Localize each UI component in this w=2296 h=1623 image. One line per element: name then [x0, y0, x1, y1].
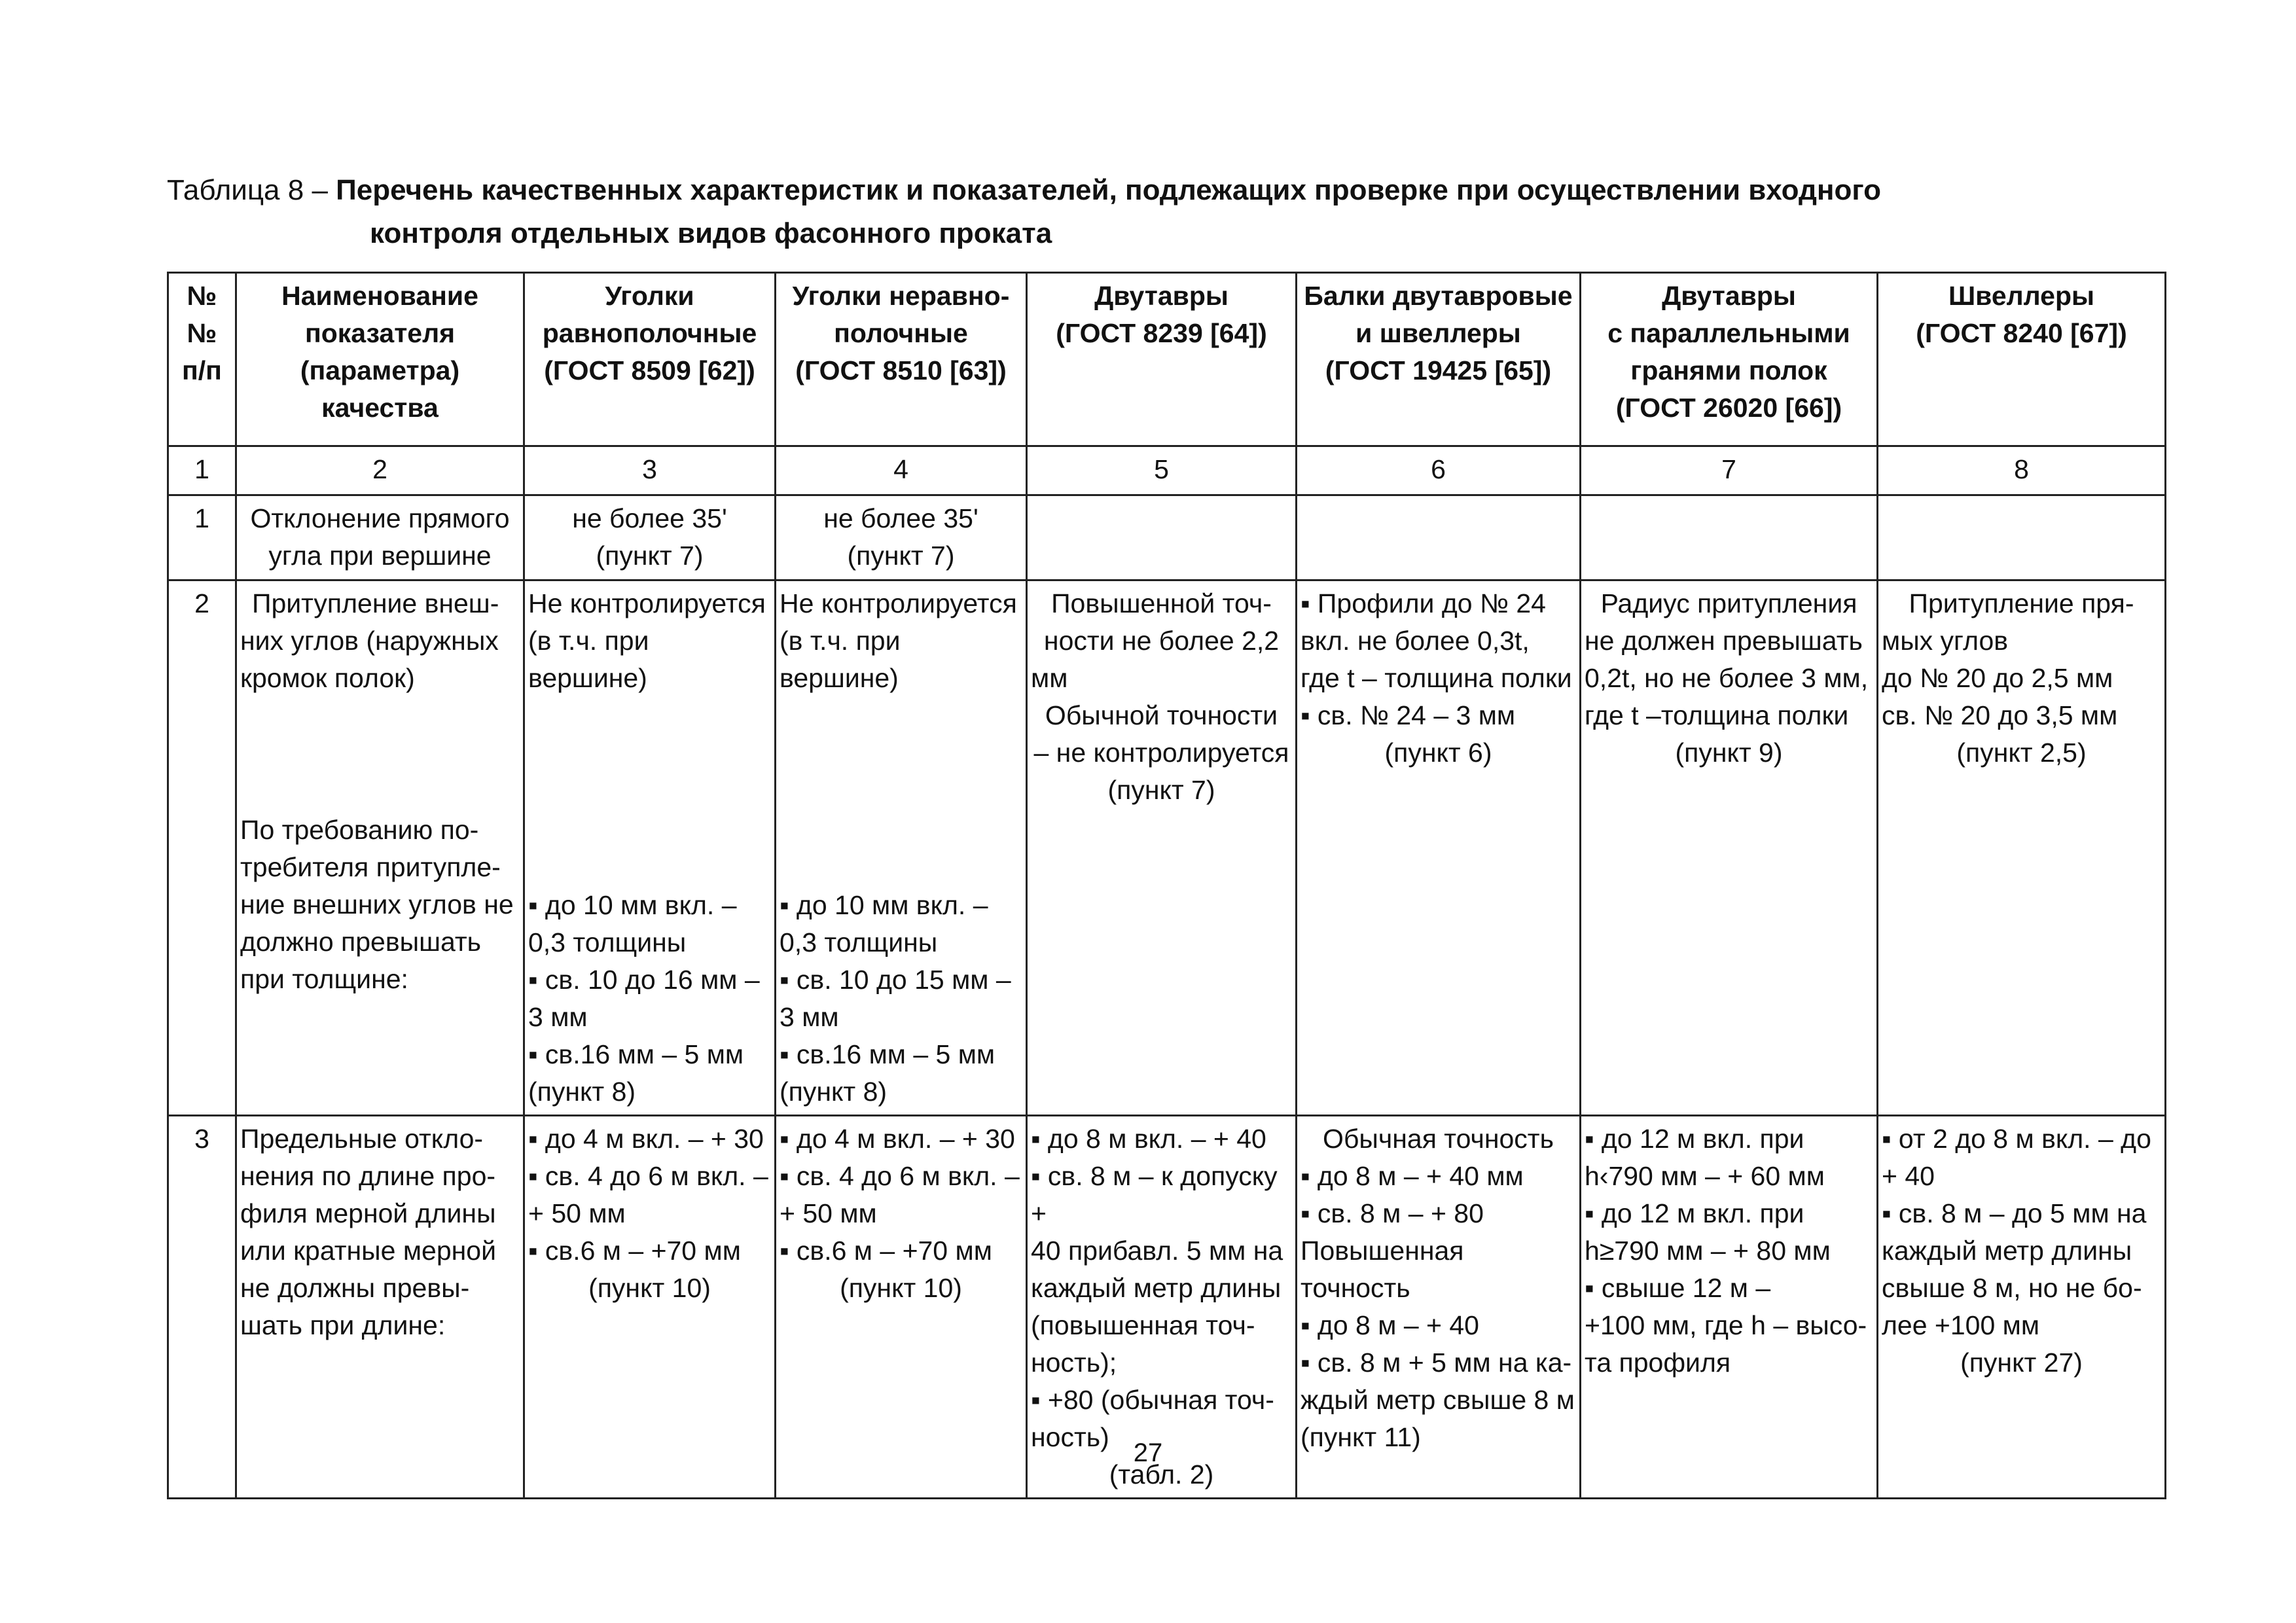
column-number: 4: [776, 446, 1027, 495]
cell-unequal-angles: не более 35' (пункт 7): [776, 495, 1027, 580]
cell-text: Не контролируется (в т.ч. при вершине): [528, 588, 766, 693]
row-number: 3: [168, 1116, 236, 1499]
row-number: 1: [168, 495, 236, 580]
cell-text: Повышенной точ- ности не более 2,2: [1043, 588, 1280, 656]
cell-channels: [1878, 580, 2166, 1116]
header-unequal-angles: Уголки неравно- полочные (ГОСТ 8510 [63]): [776, 273, 1027, 446]
cell-text: ▪ до 8 м – + 40 мм ▪ св. 8 м – + 80 Повышенная точность ▪ до 8 м – + 40 ▪ св. 8 м + 5 мм на ка- ждый метр свыше 8 м (пункт 11): [1300, 1161, 1575, 1452]
cell-i-beams: [1027, 580, 1297, 1116]
header-beams-channels: Балки двутавровые и швеллеры (ГОСТ 19425 [65]): [1297, 273, 1581, 446]
caption-lead: Таблица 8 –: [167, 174, 336, 206]
parameter-name-cell: [236, 580, 524, 1116]
cell-text: ▪ до 4 м вкл. – + 30 ▪ св. 4 до 6 м вкл. – + 50 мм ▪ св.6 м – +70 мм: [780, 1124, 1020, 1266]
cell-text: мых углов до № 20 до 2,5 мм св. № 20 до 3,5 мм: [1882, 626, 2118, 730]
cell-text: (пункт 2,5): [1956, 738, 2087, 768]
header-number: №№ п/п: [168, 273, 236, 446]
cell-text: (пункт 10): [840, 1273, 962, 1303]
header-equal-angles: Уголки равнополочные (ГОСТ 8509 [62]): [524, 273, 776, 446]
column-number: 7: [1581, 446, 1878, 495]
column-number: 2: [236, 446, 524, 495]
column-number: 3: [524, 446, 776, 495]
cell-parallel-flange-i-beams: ▪ до 12 м вкл. при h‹790 мм – + 60 мм ▪ до 12 м вкл. при h≥790 мм – + 80 мм ▪ свыше 12 м – +100 мм, где h – высо- та профиля: [1581, 1116, 1878, 1499]
cell-text: Притупление пря-: [1909, 588, 2134, 618]
header-channels: Швеллеры (ГОСТ 8240 [67]): [1878, 273, 2166, 446]
cell-text: Радиус притупления: [1600, 588, 1857, 618]
cell-text: Обычная точность: [1323, 1124, 1554, 1154]
cell-text: Не контролируется (в т.ч. при вершине): [780, 588, 1017, 693]
table-row: [168, 495, 2166, 580]
cell-i-beams: [1027, 495, 1297, 580]
cell-text: Обычной точности: [1045, 700, 1278, 730]
parameter-name: Отклонение прямого угла при вершине: [236, 495, 524, 580]
table-caption: [167, 169, 2170, 255]
header-parameter-name: Наименование показателя (параметра) качества: [236, 273, 524, 446]
cell-text: ▪ от 2 до 8 м вкл. – до + 40 ▪ св. 8 м – до 5 мм на каждый метр длины свыше 8 м, но не бо- лее +100 мм: [1882, 1124, 2151, 1340]
cell-text: не должен превышать 0,2t, но не более 3 мм, где t –толщина полки: [1585, 626, 1869, 730]
cell-equal-angles: не более 35' (пункт 7): [524, 495, 776, 580]
cell-channels: [1878, 495, 2166, 580]
cell-text: ▪ до 4 м вкл. – + 30 ▪ св. 4 до 6 м вкл. – + 50 мм ▪ св.6 м – +70 мм: [528, 1124, 768, 1266]
parameter-name-consumer: По требованию по- требителя притупле- ние внешних углов не должно превышать при толщине:: [240, 815, 514, 994]
cell-text: – не контролируется: [1033, 738, 1289, 768]
parameter-name: Предельные откло- нения по длине про- филя мерной длины или кратные мерной не должны превы- шать при длине:: [236, 1116, 524, 1499]
quality-characteristics-table: [167, 272, 2166, 1499]
cell-text: (пункт 6): [1384, 738, 1492, 768]
cell-text: ▪ до 8 м вкл. – + 40 ▪ св. 8 м – к допуску + 40 прибавл. 5 мм на каждый метр длины (повышенная точ- ность); ▪ +80 (обычная точ- ность): [1031, 1124, 1283, 1452]
cell-text: (пункт 9): [1675, 738, 1783, 768]
cell-text-consumer: ▪ до 10 мм вкл. – 0,3 толщины ▪ св. 10 до 16 мм – 3 мм ▪ св.16 мм – 5 мм (пункт 8): [528, 890, 760, 1107]
cell-parallel-flange-i-beams: [1581, 580, 1878, 1116]
cell-text: (пункт 10): [588, 1273, 711, 1303]
cell-parallel-flange-i-beams: [1581, 495, 1878, 580]
header-parallel-flange-i-beams: Двутавры с параллельными гранями полок (ГОСТ 26020 [66]): [1581, 273, 1878, 446]
cell-text: ▪ Профили до № 24 вкл. не более 0,3t, где t – толщина полки ▪ св. № 24 – 3 мм: [1300, 588, 1572, 730]
cell-text: (табл. 2): [1109, 1459, 1214, 1489]
header-i-beams: Двутавры (ГОСТ 8239 [64]): [1027, 273, 1297, 446]
column-number: 5: [1027, 446, 1297, 495]
column-number: 8: [1878, 446, 2166, 495]
caption-title-line1: Перечень качественных характеристик и показателей, подлежащих проверке при осуществлении входного: [336, 174, 1881, 206]
cell-text: (пункт 7): [1107, 775, 1215, 805]
column-number-row: [168, 446, 2166, 495]
column-number: 6: [1297, 446, 1581, 495]
cell-beams-channels: [1297, 495, 1581, 580]
cell-text: (пункт 27): [1960, 1347, 2083, 1378]
cell-beams-channels: [1297, 580, 1581, 1116]
cell-text-consumer: ▪ до 10 мм вкл. – 0,3 толщины ▪ св. 10 до 15 мм – 3 мм ▪ св.16 мм – 5 мм (пункт 8): [780, 890, 1011, 1107]
cell-equal-angles: [524, 580, 776, 1116]
cell-text: мм: [1031, 663, 1068, 693]
parameter-name: Притупление внеш- них углов (наружных кромок полок): [240, 588, 499, 693]
cell-unequal-angles: [776, 580, 1027, 1116]
caption-title-line2: контроля отдельных видов фасонного проката: [370, 217, 1052, 249]
row-number: 2: [168, 580, 236, 1116]
page-number: 27: [1133, 1438, 1163, 1467]
header-row: [168, 273, 2166, 446]
table-row: [168, 580, 2166, 1116]
column-number: 1: [168, 446, 236, 495]
